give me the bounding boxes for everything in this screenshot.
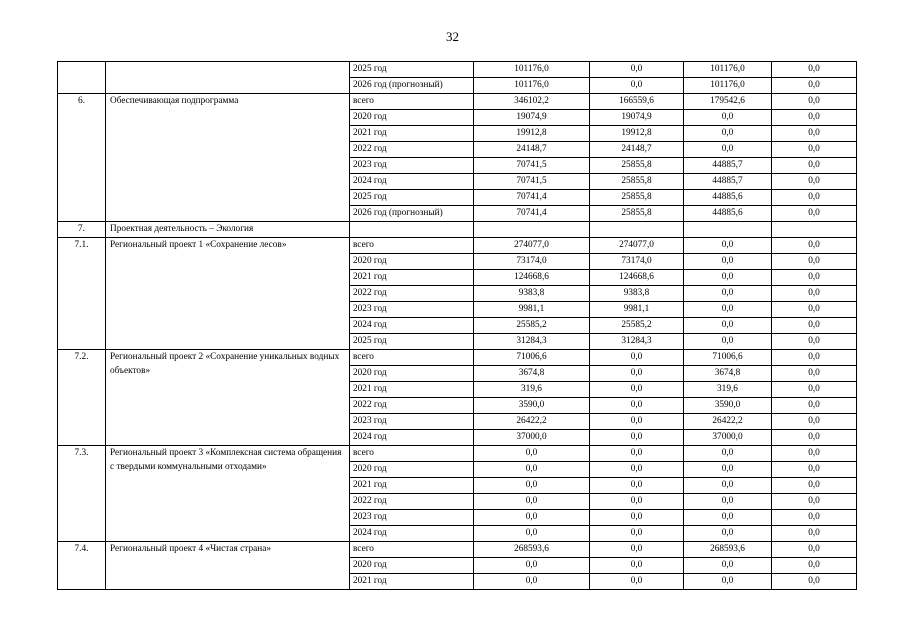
- value-cell: 25855,8: [590, 158, 684, 174]
- period-cell: 2021 год: [350, 382, 474, 398]
- program-name: Региональный проект 2 «Сохранение уникальных водных объектов»: [106, 350, 350, 446]
- value-cell: 0,0: [590, 78, 684, 94]
- value-cell: 0,0: [590, 526, 684, 542]
- value-cell: 0,0: [684, 286, 772, 302]
- value-cell: 0,0: [684, 254, 772, 270]
- value-cell: 0,0: [772, 318, 857, 334]
- program-name: Региональный проект 3 «Комплексная система обращения с твердыми коммунальными отходами»: [106, 446, 350, 542]
- value-cell: 3674,8: [474, 366, 590, 382]
- value-cell: 37000,0: [684, 430, 772, 446]
- value-cell: 274077,0: [590, 238, 684, 254]
- value-cell: 0,0: [590, 542, 684, 558]
- value-cell: 0,0: [772, 446, 857, 462]
- value-cell: 19074,9: [590, 110, 684, 126]
- value-cell: 0,0: [590, 558, 684, 574]
- value-cell: 0,0: [684, 238, 772, 254]
- value-cell: 0,0: [590, 510, 684, 526]
- period-cell: 2020 год: [350, 110, 474, 126]
- value-cell: 101176,0: [684, 78, 772, 94]
- value-cell: 0,0: [772, 142, 857, 158]
- period-cell: 2023 год: [350, 510, 474, 526]
- period-cell: [350, 222, 474, 238]
- value-cell: 24148,7: [590, 142, 684, 158]
- value-cell: 3674,8: [684, 366, 772, 382]
- value-cell: 0,0: [772, 558, 857, 574]
- value-cell: 0,0: [772, 382, 857, 398]
- value-cell: 26422,2: [684, 414, 772, 430]
- row-number: [58, 62, 106, 94]
- value-cell: 44885,7: [684, 174, 772, 190]
- value-cell: 0,0: [772, 126, 857, 142]
- program-name: Проектная деятельность – Экология: [106, 222, 350, 238]
- value-cell: 37000,0: [474, 430, 590, 446]
- program-name: Региональный проект 4 «Чистая страна»: [106, 542, 350, 590]
- value-cell: 0,0: [590, 446, 684, 462]
- value-cell: 70741,5: [474, 158, 590, 174]
- value-cell: 3590,0: [684, 398, 772, 414]
- value-cell: 0,0: [772, 110, 857, 126]
- value-cell: 0,0: [772, 158, 857, 174]
- period-cell: 2025 год: [350, 190, 474, 206]
- period-cell: 2023 год: [350, 302, 474, 318]
- period-cell: 2026 год (прогнозный): [350, 78, 474, 94]
- value-cell: 101176,0: [474, 78, 590, 94]
- value-cell: 3590,0: [474, 398, 590, 414]
- value-cell: 0,0: [772, 366, 857, 382]
- program-name: Региональный проект 1 «Сохранение лесов»: [106, 238, 350, 350]
- value-cell: 179542,6: [684, 94, 772, 110]
- value-cell: 9383,8: [474, 286, 590, 302]
- value-cell: 0,0: [684, 494, 772, 510]
- table-row: [58, 446, 857, 462]
- value-cell: 0,0: [772, 286, 857, 302]
- period-cell: 2021 год: [350, 270, 474, 286]
- value-cell: 0,0: [474, 462, 590, 478]
- value-cell: 0,0: [772, 526, 857, 542]
- value-cell: 0,0: [684, 334, 772, 350]
- value-cell: 0,0: [772, 350, 857, 366]
- value-cell: 0,0: [772, 510, 857, 526]
- value-cell: 9981,1: [590, 302, 684, 318]
- period-cell: 2025 год: [350, 62, 474, 78]
- value-cell: 0,0: [684, 526, 772, 542]
- value-cell: 0,0: [772, 574, 857, 590]
- value-cell: 25855,8: [590, 206, 684, 222]
- value-cell: 166559,6: [590, 94, 684, 110]
- period-cell: всего: [350, 238, 474, 254]
- budget-table: [57, 61, 857, 590]
- value-cell: 0,0: [590, 574, 684, 590]
- value-cell: 71006,6: [474, 350, 590, 366]
- period-cell: 2022 год: [350, 398, 474, 414]
- value-cell: 9981,1: [474, 302, 590, 318]
- period-cell: 2020 год: [350, 254, 474, 270]
- value-cell: 19074,9: [474, 110, 590, 126]
- value-cell: 0,0: [772, 238, 857, 254]
- value-cell: 0,0: [590, 414, 684, 430]
- value-cell: 0,0: [772, 398, 857, 414]
- value-cell: 70741,5: [474, 174, 590, 190]
- value-cell: 73174,0: [590, 254, 684, 270]
- value-cell: 0,0: [684, 142, 772, 158]
- value-cell: 0,0: [772, 462, 857, 478]
- value-cell: 0,0: [590, 382, 684, 398]
- period-cell: всего: [350, 350, 474, 366]
- value-cell: 70741,4: [474, 206, 590, 222]
- value-cell: 0,0: [684, 558, 772, 574]
- period-cell: 2022 год: [350, 494, 474, 510]
- value-cell: 0,0: [772, 494, 857, 510]
- table-row: [58, 222, 857, 238]
- value-cell: 0,0: [474, 478, 590, 494]
- value-cell: 24148,7: [474, 142, 590, 158]
- row-number: 6.: [58, 94, 106, 222]
- value-cell: 268593,6: [684, 542, 772, 558]
- value-cell: 26422,2: [474, 414, 590, 430]
- value-cell: 25585,2: [474, 318, 590, 334]
- value-cell: 0,0: [772, 414, 857, 430]
- row-number: 7.1.: [58, 238, 106, 350]
- value-cell: 274077,0: [474, 238, 590, 254]
- value-cell: 19912,8: [590, 126, 684, 142]
- period-cell: 2026 год (прогнозный): [350, 206, 474, 222]
- value-cell: 0,0: [590, 366, 684, 382]
- value-cell: 0,0: [684, 478, 772, 494]
- page-number: 32: [446, 29, 459, 44]
- table-row: [58, 94, 857, 110]
- value-cell: 44885,6: [684, 190, 772, 206]
- period-cell: 2024 год: [350, 526, 474, 542]
- program-name: Обеспечивающая подпрограмма: [106, 94, 350, 222]
- value-cell: 0,0: [772, 542, 857, 558]
- value-cell: 124668,6: [590, 270, 684, 286]
- value-cell: 319,6: [474, 382, 590, 398]
- value-cell: 0,0: [590, 430, 684, 446]
- value-cell: 0,0: [474, 526, 590, 542]
- value-cell: 0,0: [772, 302, 857, 318]
- value-cell: 73174,0: [474, 254, 590, 270]
- period-cell: 2022 год: [350, 142, 474, 158]
- value-cell: 0,0: [590, 478, 684, 494]
- value-cell: 0,0: [772, 270, 857, 286]
- value-cell: 44885,6: [684, 206, 772, 222]
- table-row: [58, 238, 857, 254]
- value-cell: 71006,6: [684, 350, 772, 366]
- period-cell: 2024 год: [350, 174, 474, 190]
- period-cell: 2025 год: [350, 334, 474, 350]
- value-cell: 31284,3: [590, 334, 684, 350]
- value-cell: 0,0: [772, 94, 857, 110]
- period-cell: 2024 год: [350, 430, 474, 446]
- value-cell: 0,0: [772, 254, 857, 270]
- value-cell: 0,0: [684, 110, 772, 126]
- value-cell: 25855,8: [590, 174, 684, 190]
- value-cell: [590, 222, 684, 238]
- value-cell: 0,0: [684, 510, 772, 526]
- value-cell: [474, 222, 590, 238]
- value-cell: [772, 222, 857, 238]
- row-number: 7.4.: [58, 542, 106, 590]
- period-cell: всего: [350, 94, 474, 110]
- value-cell: 0,0: [684, 446, 772, 462]
- value-cell: 31284,3: [474, 334, 590, 350]
- period-cell: 2020 год: [350, 462, 474, 478]
- value-cell: 0,0: [772, 174, 857, 190]
- value-cell: 0,0: [590, 398, 684, 414]
- value-cell: 0,0: [474, 494, 590, 510]
- value-cell: 0,0: [684, 126, 772, 142]
- period-cell: 2021 год: [350, 574, 474, 590]
- period-cell: 2022 год: [350, 286, 474, 302]
- value-cell: 9383,8: [590, 286, 684, 302]
- table-row: [58, 542, 857, 558]
- period-cell: 2021 год: [350, 126, 474, 142]
- value-cell: 268593,6: [474, 542, 590, 558]
- period-cell: 2023 год: [350, 414, 474, 430]
- value-cell: 0,0: [772, 334, 857, 350]
- period-cell: 2023 год: [350, 158, 474, 174]
- value-cell: [684, 222, 772, 238]
- value-cell: 0,0: [684, 318, 772, 334]
- value-cell: 25585,2: [590, 318, 684, 334]
- row-number: 7.3.: [58, 446, 106, 542]
- value-cell: 0,0: [590, 350, 684, 366]
- period-cell: 2020 год: [350, 366, 474, 382]
- value-cell: 0,0: [590, 494, 684, 510]
- table-row: [58, 62, 857, 78]
- period-cell: всего: [350, 446, 474, 462]
- value-cell: 44885,7: [684, 158, 772, 174]
- value-cell: 70741,4: [474, 190, 590, 206]
- value-cell: 0,0: [772, 478, 857, 494]
- value-cell: 0,0: [684, 574, 772, 590]
- value-cell: 0,0: [684, 302, 772, 318]
- value-cell: 124668,6: [474, 270, 590, 286]
- period-cell: 2024 год: [350, 318, 474, 334]
- value-cell: 25855,8: [590, 190, 684, 206]
- value-cell: 19912,8: [474, 126, 590, 142]
- value-cell: 0,0: [590, 62, 684, 78]
- program-name: [106, 62, 350, 94]
- value-cell: 319,6: [684, 382, 772, 398]
- value-cell: 0,0: [474, 446, 590, 462]
- table-row: [58, 350, 857, 366]
- value-cell: 101176,0: [474, 62, 590, 78]
- period-cell: всего: [350, 542, 474, 558]
- value-cell: 346102,2: [474, 94, 590, 110]
- value-cell: 0,0: [772, 430, 857, 446]
- value-cell: 0,0: [474, 574, 590, 590]
- value-cell: 0,0: [474, 510, 590, 526]
- value-cell: 0,0: [684, 462, 772, 478]
- value-cell: 0,0: [474, 558, 590, 574]
- value-cell: 0,0: [772, 78, 857, 94]
- value-cell: 0,0: [772, 62, 857, 78]
- value-cell: 0,0: [772, 206, 857, 222]
- value-cell: 0,0: [772, 190, 857, 206]
- value-cell: 0,0: [684, 270, 772, 286]
- period-cell: 2021 год: [350, 478, 474, 494]
- period-cell: 2020 год: [350, 558, 474, 574]
- value-cell: 0,0: [590, 462, 684, 478]
- value-cell: 101176,0: [684, 62, 772, 78]
- row-number: 7.2.: [58, 350, 106, 446]
- row-number: 7.: [58, 222, 106, 238]
